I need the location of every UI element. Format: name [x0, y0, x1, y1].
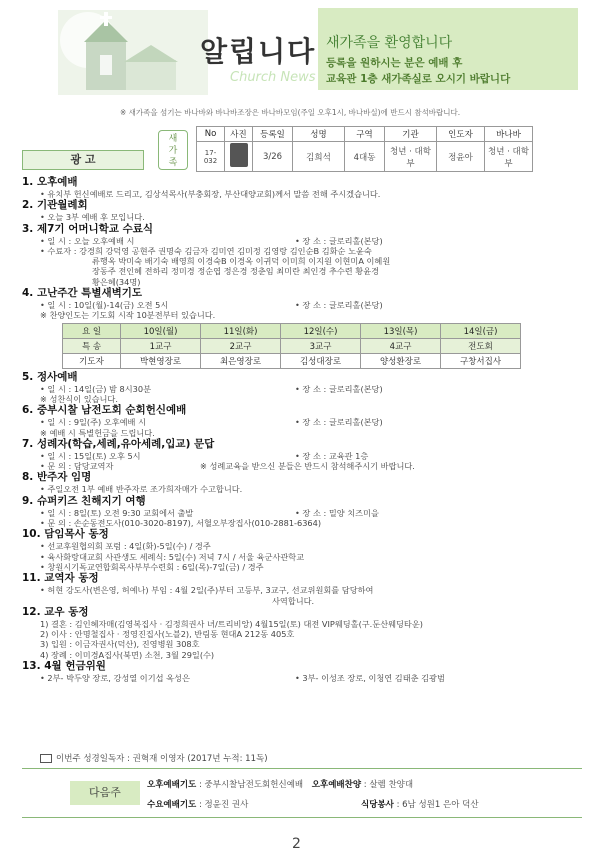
section-line: [22, 417, 582, 427]
new-family-table: [196, 126, 533, 172]
section-line: [22, 384, 582, 394]
section-line: [22, 236, 582, 246]
table-header-row: [63, 323, 521, 338]
col-guide: 인도자: [437, 127, 485, 142]
cell-date: 3/26: [253, 142, 293, 172]
table-cell: 4교구: [361, 338, 441, 353]
barnabas-notice: ※ 새가족을 섬기는 바나바와 바나바조장은 바나바모임(주일 오후1시, 바나바실)에 반드시 참석바랍니다.: [120, 108, 461, 117]
next-week-value: : 정윤진 권사: [198, 800, 249, 810]
table-cell: 10일(월): [121, 323, 201, 338]
next-week-row: [147, 778, 413, 790]
table-cell: 김성대장로: [281, 353, 361, 368]
section-line: [22, 300, 582, 310]
section-title: 3. 제7기 어머니학교 수료식: [22, 222, 153, 235]
page-number: 2: [292, 836, 301, 852]
section-sacrament-interview: [22, 438, 582, 472]
section-line: 3) 입원 : 이금자권사(덕산), 진영병원 308호: [40, 639, 200, 650]
section-afternoon-service: [22, 176, 582, 199]
section-holy-week-prayer: [22, 287, 582, 369]
section-title: 8. 반주자 임명: [22, 471, 92, 484]
section-title: 6. 중부시찰 남전도회 순회헌신예배: [22, 404, 187, 417]
table-cell: 구창서집사: [441, 353, 521, 368]
table-cell: 12일(수): [281, 323, 361, 338]
section-member-news: [22, 606, 582, 660]
next-week-row: [147, 798, 479, 810]
section-pastor-news: [22, 528, 582, 572]
date-text: • 일 시 : 9일(주) 오후예배 시: [40, 417, 146, 428]
note-text: ※ 성례교육을 받으신 분들은 반드시 참석해주시기 바랍니다.: [200, 461, 415, 472]
section-line: • 주일오전 1부 예배 반주자로 조가희자매가 수고합니다.: [40, 484, 243, 495]
table-cell: 3교구: [281, 338, 361, 353]
next-week-key: 오후예배찬양: [311, 780, 362, 790]
section-line: • 육사화랑대교회 사관생도 세례식: 5일(수) 저녁 7시 / 서울 육군사관학교: [40, 551, 305, 562]
page-subtitle-en: Church News: [230, 70, 316, 85]
next-week-box: [22, 768, 582, 818]
book-icon: [40, 754, 52, 763]
section-title: 7. 성례자(학습,세례,유아세례,입교) 문답: [22, 437, 215, 450]
section-line: 2) 이사 : 안명철집사 · 정영진집사(노블2), 반림동 현대A 212동 405호: [40, 629, 295, 640]
badge-char: 가: [168, 146, 178, 156]
section-line: [22, 461, 582, 471]
table-cell: 1교구: [121, 338, 201, 353]
next-week-key: 오후예배기도: [147, 780, 197, 790]
section-title: 4. 고난주간 특별새벽기도: [22, 287, 143, 300]
table-header-row: [197, 127, 533, 142]
church-illustration-icon: [58, 10, 208, 95]
table-cell: 2교구: [201, 338, 281, 353]
section-line: • 창원시기독교연합회목사부부수련회 : 6일(목)-7일(금) / 경주: [40, 561, 264, 572]
table-cell: 특 송: [63, 338, 121, 353]
section-title: 1. 오후예배: [22, 176, 78, 188]
table-cell: 14일(금): [441, 323, 521, 338]
cell-district: 4대동: [345, 142, 385, 172]
col-name: 성명: [293, 127, 345, 142]
new-family-badge: [158, 130, 188, 170]
section-line: [22, 508, 582, 518]
offering-line: • 3부- 이성조 장로, 이청연 김태춘 김광범: [295, 673, 445, 684]
table-cell: 11일(화): [201, 323, 281, 338]
section-line: [22, 673, 582, 683]
section-line: • 허현 강도사(변은영, 허예나) 부임 : 4월 2일(주)부터 고등부, 3교구, 선교위원회를 담당하여: [40, 585, 374, 596]
bible-readers-text: 이번주 성경일독자 : 권혁재 이영자 (2017년 누적: 11독): [56, 754, 268, 764]
contact-text: • 문 의 : 담당교역자: [40, 461, 114, 472]
table-cell: 최은영장로: [201, 353, 281, 368]
date-text: • 일 시 : 10일(월)-14(금) 오전 5시: [40, 300, 169, 311]
bible-readers: [40, 752, 268, 764]
table-cell: 요 일: [63, 323, 121, 338]
graduates-line: 장동주 전인혜 전하리 정미경 정순엽 정은경 정춘임 최미란 최인경 추수련 황윤경: [92, 266, 380, 277]
member-photo: [230, 143, 248, 167]
table-cell: 박현영장로: [121, 353, 201, 368]
section-title: 5. 정사예배: [22, 370, 78, 383]
place-text: • 장 소 : 글로리홀(본당): [295, 300, 383, 311]
next-week-key: 수요예배기도: [147, 800, 197, 810]
section-friday-service: [22, 371, 582, 405]
table-cell: 기도자: [63, 353, 121, 368]
date-text: • 일 시 : 오늘 오후예배 시: [40, 235, 135, 246]
table-row: [63, 338, 521, 353]
cell-no: 17-032: [197, 142, 225, 172]
place-text: • 장 소 : 글로리홀(본당): [295, 417, 383, 428]
section-line: 1) 결혼 : 김인혜자매(김영복집사 · 김정희권사 녀/트리비앙) 4월15일(토) 대전 VIP웨딩홀(구.둔산웨딩타운): [40, 618, 423, 629]
prayer-schedule-table: [62, 323, 521, 369]
welcome-line-1: 등록을 원하시는 분은 예배 후: [326, 57, 463, 69]
col-district: 구역: [345, 127, 385, 142]
graduates-line: 류행옥 박미숙 배기숙 배영희 이경숙B 이경옥 이귀덕 이미희 이지원 이현미A 이혜원: [92, 256, 391, 267]
badge-char: 족: [168, 158, 178, 168]
col-org: 기관: [385, 127, 437, 142]
next-week-value: : 중부시찰남전도회헌신예배: [198, 780, 304, 790]
section-line: • 선교후원협의회 포럼 : 4일(화)-5일(수) / 경주: [40, 541, 211, 552]
cell-photo: [225, 142, 253, 172]
badge-char: 새: [168, 134, 178, 144]
section-line: 사역합니다.: [272, 595, 315, 606]
graduates-line: • 수료자 : 강경희 강덕영 공현주 권명숙 김금자 김미연 김미정 김영랑 김인순B 김화순 노윤숙: [40, 245, 372, 256]
date-text: • 일 시 : 14일(금) 밤 8시30분: [40, 383, 152, 394]
place-text: • 장 소 : 글로리홀(본당): [295, 383, 383, 394]
section-accompanist: [22, 471, 582, 494]
next-week-key: 식당봉사: [361, 800, 394, 810]
table-row: [63, 353, 521, 368]
section-title: 10. 담임목사 동정: [22, 528, 109, 541]
section-title: 9. 슈퍼키즈 친해지기 여행: [22, 494, 146, 507]
cell-name: 김희석: [293, 142, 345, 172]
section-line: 4) 장례 : 이미경A집사(북면) 소천, 3월 29일(수): [40, 649, 215, 660]
note-text: ※ 성찬식이 있습니다.: [40, 393, 118, 404]
table-cell: 13일(목): [361, 323, 441, 338]
cell-org: 청년 · 대학부: [385, 142, 437, 172]
section-org-meeting: [22, 199, 582, 222]
announcements: [22, 176, 582, 683]
section-superkids-trip: [22, 495, 582, 529]
section-staff-news: [22, 572, 582, 606]
cell-barnabas: 청년 · 대학부: [485, 142, 533, 172]
section-title: 11. 교역자 동정: [22, 572, 99, 585]
table-cell: 전도회: [441, 338, 521, 353]
col-photo: 사진: [225, 127, 253, 142]
next-week-label: 다음주: [70, 781, 140, 805]
cell-guide: 정윤아: [437, 142, 485, 172]
date-text: • 일 시 : 15일(토) 오후 5시: [40, 450, 141, 461]
note-text: ※ 찬양인도는 기도회 시작 10분전부터 있습니다.: [40, 310, 216, 321]
announcements-label: 광 고: [22, 150, 144, 170]
section-mothers-school: [22, 223, 582, 287]
place-text: • 장 소 : 교육관 1층: [295, 450, 369, 461]
date-text: • 일 시 : 8일(토) 오전 9:30 교회에서 출발: [40, 507, 194, 518]
offering-line: • 2부- 박두양 장로, 강성열 이기섭 옥성은: [40, 673, 190, 684]
welcome-line-2: 교육관 1층 새가족실로 오시기 바랍니다: [326, 73, 511, 85]
section-line: • 유치부 헌신예배로 드리고, 김상석목사(부충회장, 부산대양교회)께서 말씀 전해 주시겠습니다.: [40, 189, 381, 199]
table-row: [197, 142, 533, 172]
table-cell: 양성환장로: [361, 353, 441, 368]
contact-text: • 문 의 : 손순동전도사(010-3020-8197), 서혈오부장집사(010-2881-6364): [40, 518, 322, 529]
section-title: 2. 기관월례회: [22, 199, 88, 212]
col-barnabas: 바나바: [485, 127, 533, 142]
place-text: • 장 소 : 밀양 치즈미을: [295, 507, 379, 518]
section-title: 12. 교우 동정: [22, 605, 89, 618]
section-men-mission-service: [22, 404, 582, 438]
col-no: No: [197, 127, 225, 142]
graduates-line: 황은혜(34명): [92, 276, 141, 287]
place-text: • 장 소 : 글로리홀(본당): [295, 235, 383, 246]
note-text: ※ 예배 시 특별헌금을 드립니다.: [40, 427, 155, 438]
section-line: • 오늘 3부 예배 후 모입니다.: [40, 212, 145, 223]
header: [0, 0, 600, 100]
welcome-title: 새가족을 환영합니다: [326, 35, 453, 51]
page-title: 알립니다: [200, 35, 317, 68]
next-week-value: : 살렘 찬양대: [363, 780, 414, 790]
col-date: 등록일: [253, 127, 293, 142]
next-week-value: : 6남 성원1 은아 덕산: [396, 800, 479, 810]
section-offering-committee: [22, 660, 582, 683]
section-title: 13. 4월 헌금위원: [22, 660, 106, 673]
section-line: [22, 451, 582, 461]
